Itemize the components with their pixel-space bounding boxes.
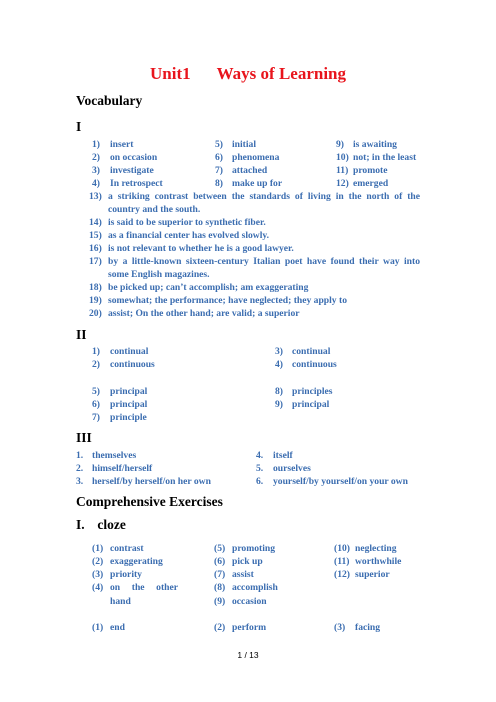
answer-text: insert: [110, 139, 134, 150]
item-number: 5.: [256, 463, 264, 474]
item-number: (1): [92, 543, 104, 554]
item-number: (6): [214, 556, 226, 567]
cloze-number: I.: [76, 517, 85, 532]
answer-text: promoting: [232, 543, 275, 554]
item-number: 4): [275, 359, 283, 370]
answer-text: neglecting: [355, 543, 397, 554]
item-number: 2): [92, 359, 100, 370]
item-number: 9): [275, 399, 283, 410]
answer-text-continued: some English magazines.: [108, 269, 210, 280]
answer-text: is awaiting: [353, 139, 397, 150]
answer-text: superior: [355, 569, 390, 580]
answer-text: contrast: [110, 543, 144, 554]
answer-text: accomplish: [232, 582, 278, 593]
section-2-heading: II: [76, 327, 87, 342]
vocabulary-heading: Vocabulary: [76, 93, 143, 108]
answer-text: principle: [110, 412, 147, 423]
answer-text: by a little-known sixteen-century Italian poet have found their way into: [108, 256, 420, 267]
item-number: (5): [214, 543, 226, 554]
answer-text: facing: [355, 622, 381, 633]
answer-text: continual: [292, 346, 331, 357]
item-number: 5): [215, 139, 223, 150]
answer-text: continuous: [110, 359, 155, 370]
unit-label: Unit1: [149, 64, 191, 83]
item-number: (1): [92, 622, 104, 633]
answer-text: themselves: [92, 450, 137, 461]
item-number: 3.: [76, 476, 84, 487]
answer-text: itself: [273, 450, 293, 461]
answer-text: is said to be superior to synthetic fiber.: [108, 217, 266, 228]
answer-text: investigate: [110, 165, 154, 176]
item-number: 4.: [256, 450, 264, 461]
answer-text: a striking contrast between the standards of living in the north of the: [108, 191, 420, 202]
item-number: 1): [92, 346, 100, 357]
answer-text: worthwhile: [355, 556, 402, 567]
cloze-title: cloze: [97, 517, 126, 532]
item-number: (11): [334, 556, 350, 567]
item-number: 1.: [76, 450, 84, 461]
answer-text: occasion: [232, 596, 267, 607]
item-number: 19): [89, 295, 102, 306]
item-number: 5): [92, 386, 100, 397]
answer-text: as a financial center has evolved slowly.: [108, 230, 270, 241]
answer-text: exaggerating: [110, 556, 163, 567]
answer-text: priority: [110, 569, 142, 580]
answer-text: assist; On the other hand; are valid; a superior: [108, 308, 300, 319]
section-3-heading: III: [76, 430, 92, 445]
item-number: (9): [214, 596, 226, 607]
unit-name: Ways of Learning: [216, 64, 347, 83]
item-number: (8): [214, 582, 226, 593]
item-number: (7): [214, 569, 226, 580]
item-number: 6.: [256, 476, 264, 487]
page-number: 1 / 13: [237, 650, 259, 660]
answer-text: pick up: [232, 556, 263, 567]
answer-text: initial: [232, 139, 256, 150]
answer-text: In retrospect: [110, 178, 163, 189]
answer-text: not; in the least: [353, 152, 417, 163]
answer-text: principles: [292, 386, 333, 397]
item-number: 8): [215, 178, 223, 189]
item-number: 3): [275, 346, 283, 357]
item-number: 6): [92, 399, 100, 410]
answer-text: attached: [232, 165, 268, 176]
answer-text: is not relevant to whether he is a good lawyer.: [108, 243, 294, 254]
answer-text: principal: [110, 399, 148, 410]
answer-text: herself/by herself/on her own: [92, 476, 211, 487]
item-number: 8): [275, 386, 283, 397]
answer-text: principal: [110, 386, 148, 397]
item-number: 6): [215, 152, 223, 163]
answer-text: make up for: [232, 178, 283, 189]
item-number: 7): [215, 165, 223, 176]
item-number: 15): [89, 230, 102, 241]
item-number: 20): [89, 308, 102, 319]
item-number: 18): [89, 282, 102, 293]
answer-text: emerged: [353, 178, 389, 189]
answer-text: continual: [110, 346, 149, 357]
answer-text: himself/herself: [92, 463, 153, 474]
item-number: 14): [89, 217, 102, 228]
answer-text: be picked up; can’t accomplish; am exaggerating: [108, 282, 309, 293]
comprehensive-heading: Comprehensive Exercises: [76, 494, 223, 509]
item-number: 2.: [76, 463, 84, 474]
item-number: 1): [92, 139, 100, 150]
answer-text: perform: [232, 622, 267, 633]
item-number: (2): [92, 556, 104, 567]
section-1-heading: I: [76, 119, 82, 134]
answer-text: promote: [353, 165, 388, 176]
answer-text: continuous: [292, 359, 337, 370]
item-number: (2): [214, 622, 226, 633]
cloze-heading: [76, 517, 126, 533]
item-number: (3): [92, 569, 104, 580]
item-number: 3): [92, 165, 100, 176]
item-number: 7): [92, 412, 100, 423]
item-number: 16): [89, 243, 102, 254]
item-number: 17): [89, 256, 102, 267]
item-number: (10): [334, 543, 350, 554]
item-number: 10): [336, 152, 349, 163]
answer-text: end: [110, 622, 125, 633]
answer-text: on occasion: [110, 152, 158, 163]
page-title: [0, 64, 496, 84]
answer-text: somewhat; the performance; have neglected; they apply to: [108, 295, 347, 306]
answer-text-continued: country and the south.: [108, 204, 201, 215]
answer-text: principal: [292, 399, 330, 410]
answer-text: phenomena: [232, 152, 280, 163]
item-number: 9): [336, 139, 344, 150]
item-number: (4): [92, 582, 104, 593]
item-number: 2): [92, 152, 100, 163]
answer-text: yourself/by yourself/on your own: [273, 476, 408, 487]
answer-text: on the other: [110, 582, 178, 593]
answer-text: assist: [232, 569, 254, 580]
answer-text: ourselves: [273, 463, 311, 474]
item-number: 12): [336, 178, 349, 189]
item-number: (12): [334, 569, 350, 580]
answer-text-continued: hand: [110, 596, 131, 607]
item-number: 11): [336, 165, 349, 176]
item-number: (3): [334, 622, 346, 633]
item-number: 13): [89, 191, 102, 202]
item-number: 4): [92, 178, 100, 189]
